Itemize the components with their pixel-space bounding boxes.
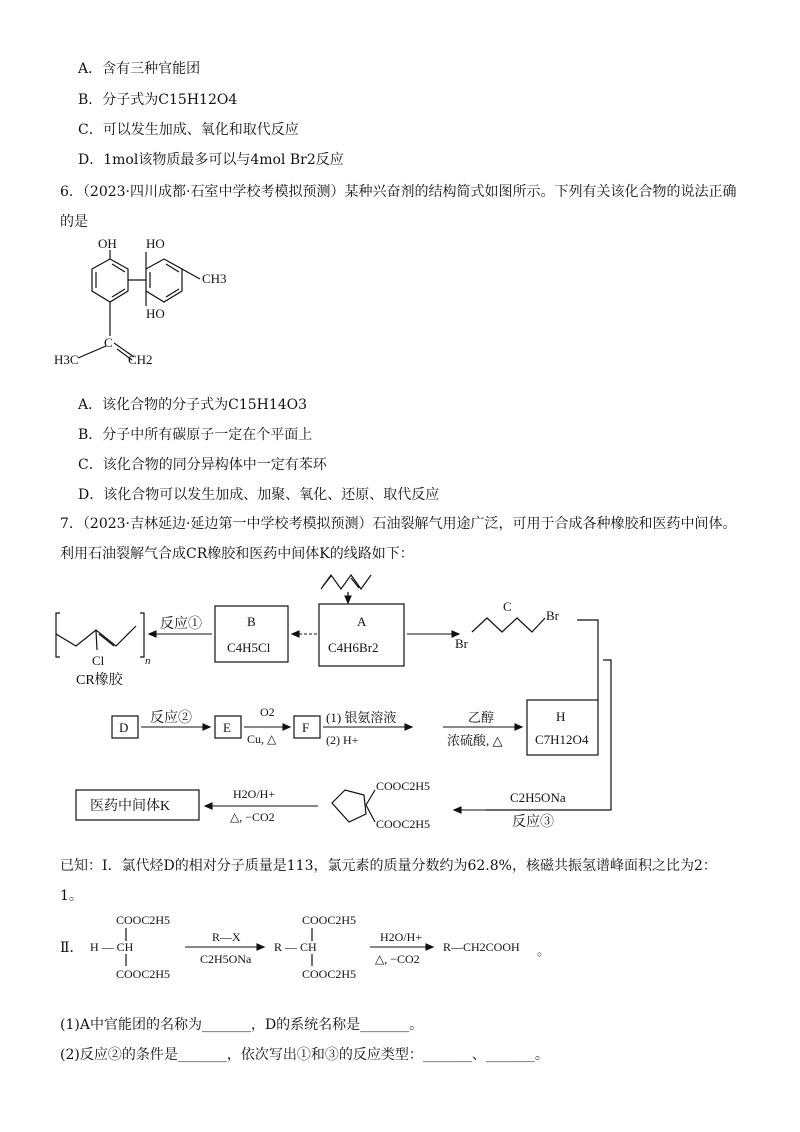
q7-hydrolysis-top: H2O/H+ — [233, 787, 276, 801]
q6-option-c: C．该化合物的同分异构体中一定有苯环 — [78, 457, 327, 473]
q7-known2-r2-top: COOC2H5 — [302, 913, 357, 927]
q7-known2-r2-mid: R — CH — [274, 940, 317, 954]
q7-box-h-name: H — [556, 709, 566, 724]
q6-option-b: B．分子中所有碳原子一定在个平面上 — [78, 427, 313, 443]
q7-known2-r2-bot: COOC2H5 — [302, 967, 357, 981]
q7-known2-r1-bot: COOC2H5 — [116, 967, 171, 981]
q7-c-label: C — [503, 599, 512, 614]
q7-known-1: 已知：Ⅰ．氯代烃D的相对分子质量是113，氯元素的质量分数约为62.8%，核磁共振氢谱峰面积之比为2： — [60, 858, 717, 874]
q6-oh-label-3: HO — [146, 306, 165, 321]
q7-f-step2: (2) H+ — [326, 733, 359, 747]
q7-rxn3-label: 反应③ — [512, 815, 554, 830]
q7-product-box-label: 医药中间体K — [90, 799, 171, 814]
q7-hydrolysis-bottom: △, −CO2 — [230, 810, 275, 824]
q7-known2-product: R—CH2COOH — [443, 940, 520, 954]
q7-known2-end: 。 — [537, 943, 551, 958]
q6-option-a: A．该化合物的分子式为C15H14O3 — [78, 397, 308, 413]
q7-n-subscript: n — [145, 655, 151, 667]
q7-base-label: C2H5ONa — [510, 790, 566, 805]
q6-structure — [78, 250, 200, 360]
q7-sub-question-1: (1)A中官能团的名称为_______，D的系统名称是_______。 — [60, 1017, 424, 1033]
q6-oh-label-1: OH — [98, 236, 117, 251]
q7-cl-label: Cl — [92, 653, 105, 668]
q7-br1-label: Br — [455, 636, 468, 651]
q5-option-b: B．分子式为C15H12O4 — [78, 92, 238, 108]
q7-box-b-name: B — [247, 614, 256, 629]
q7-rxn2-label: 反应② — [150, 711, 192, 726]
q5-option-d: D．1mol该物质最多可以与4mol Br2反应 — [78, 152, 344, 168]
q6-option-d: D．该化合物可以发生加成、加聚、氧化、还原、取代反应 — [78, 487, 440, 503]
q7-cu-label: Cu, △ — [247, 732, 277, 746]
q7-box-h-formula: C7H12O4 — [535, 732, 589, 747]
q7-box-f: F — [302, 720, 310, 735]
q7-stem-cont: 利用石油裂解气合成CR橡胶和医药中间体K的线路如下： — [60, 546, 414, 562]
q7-known2-r1-top: COOC2H5 — [116, 913, 171, 927]
q7-known2-arrow1-top: R—X — [212, 930, 241, 944]
q5-option-c: C．可以发生加成、氧化和取代反应 — [78, 122, 299, 138]
q7-known-1-cont: 1。 — [60, 888, 83, 904]
q7-known2-arrow1-bot: C2H5ONa — [200, 952, 252, 966]
q7-scheme-lines — [56, 575, 611, 966]
q6-ch2-label: CH2 — [128, 352, 153, 367]
q6-h3c-label: H3C — [54, 352, 79, 367]
q7-f-step1: (1) 银氨溶液 — [326, 710, 397, 725]
q7-cr-label: CR橡胶 — [76, 673, 123, 688]
q7-box-a-formula: C4H6Br2 — [328, 640, 379, 655]
q6-c-label: C — [104, 335, 113, 350]
q7-cyclo-bottom: COOC2H5 — [376, 817, 431, 831]
q5-option-a: A．含有三种官能团 — [78, 61, 201, 77]
q7-box-d: D — [119, 720, 129, 735]
q6-stem: 6．（2023·四川成都·石室中学校考模拟预测）某种兴奋剂的结构简式如图所示。下列有关该化合物的说法正确 — [60, 184, 737, 200]
q7-rxn1-label: 反应① — [160, 617, 202, 632]
q7-br2-label: Br — [546, 608, 559, 623]
q6-ch3-label: CH3 — [202, 271, 227, 286]
q7-ethanol-label: 乙醇 — [468, 710, 495, 725]
q7-known2-arrow2-top: H2O/H+ — [380, 930, 423, 944]
q7-known2-r1-mid: H — CH — [90, 940, 134, 954]
q7-stem: 7．（2023·吉林延边·延边第一中学校考模拟预测）石油裂解气用途广泛，可用于合成各种橡胶和医药中间体。 — [60, 516, 737, 532]
q7-known2-arrow2-bot: △, −CO2 — [375, 952, 420, 966]
q7-box-b-formula: C4H5Cl — [227, 640, 271, 655]
q6-stem-cont: 的是 — [60, 214, 88, 230]
q7-sub-question-2: (2)反应②的条件是_______，依次写出①和③的反应类型：_______、_______。 — [60, 1047, 549, 1063]
q7-acid-label: 浓硫酸, △ — [447, 733, 503, 748]
q7-cyclo-top: COOC2H5 — [376, 779, 431, 793]
q7-known2-label: Ⅱ． — [60, 941, 84, 956]
q7-o2-label: O2 — [260, 705, 275, 719]
q6-oh-label-2: HO — [146, 236, 165, 251]
q7-box-e: E — [223, 720, 231, 735]
q7-box-a-name: A — [357, 614, 367, 629]
